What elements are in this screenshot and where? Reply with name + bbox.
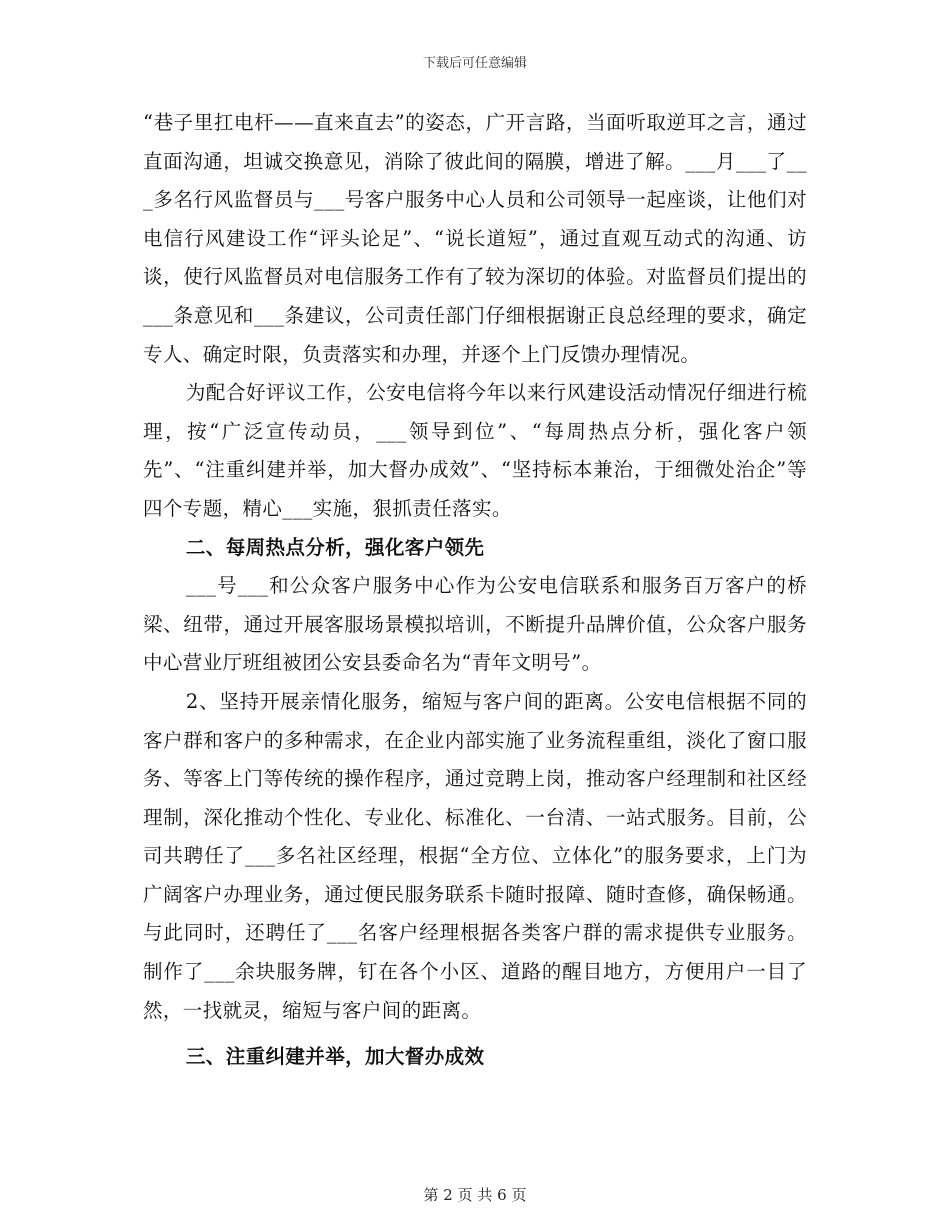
page-number: 第 2 页 共 6 页	[423, 1186, 527, 1204]
section-heading-3: 三、注重纠建并举，加大督办成效	[185, 1045, 485, 1069]
paragraph-4: 2、坚持开展亲情化服务，缩短与客户间的距离。公安电信根据不同的客户群和客户的多种需求，在企业内部实施了业务流程重组，淡化了窗口服务、等客上门等传统的操作程序，通过竞聘上岗，推动客户经理制和社区经理制，深化推动个性化、专业化、标准化、一台清、一站式服务。目前，公司共聘任了___多名社区经理，根据“全方位、立体化”的服务要求，上门为广阔客户办理业务，通过便民服务联系卡随时报障、随时查修，确保畅通。与此同时，还聘任了___名客户经理根据各类客户群的需求提供专业服务。制作了___余块服务牌，钉在各个小区、道路的醒目地方，方便用户一目了然，一找就灵，缩短与客户间的距离。	[143, 689, 807, 1022]
document-body	[143, 104, 807, 1077]
paragraph-1: “巷子里扛电杆——直来直去”的姿态，广开言路，当面听取逆耳之言，通过直面沟通，坦诚交换意见，消除了彼此间的隔膜，增进了解。___月___了___多名行风监督员与___号客户服务中心人员和公司领导一起座谈，让他们对电信行风建设工作“评头论足”、“说长道短”，通过直观互动式的沟通、访谈，使行风监督员对电信服务工作有了较为深切的体验。对监督员们提出的___条意见和___条建议，公司责任部门仔细根据谢正良总经理的要求，确定专人、确定时限，负责落实和办理，并逐个上门反馈办理情况。	[143, 111, 807, 366]
paragraph-3: ___号___和公众客户服务中心作为公安电信联系和服务百万客户的桥梁、纽带，通过开展客服场景模拟培训，不断提升品牌价值，公众客户服务中心营业厅班组被团公安县委命名为“青年文明号”。	[143, 574, 807, 675]
paragraph-2: 为配合好评议工作，公安电信将今年以来行风建设活动情况仔细进行梳理，按“广泛宣传动员，___领导到位”、“每周热点分析，强化客户领先”、“注重纠建并举，加大督办成效”、“坚持标本兼治，于细微处治企”等四个专题，精心___实施，狠抓责任落实。	[143, 381, 807, 520]
section-heading-2: 二、每周热点分析，强化客户领先	[185, 535, 485, 559]
page-header: 下载后可任意编辑	[422, 56, 527, 71]
